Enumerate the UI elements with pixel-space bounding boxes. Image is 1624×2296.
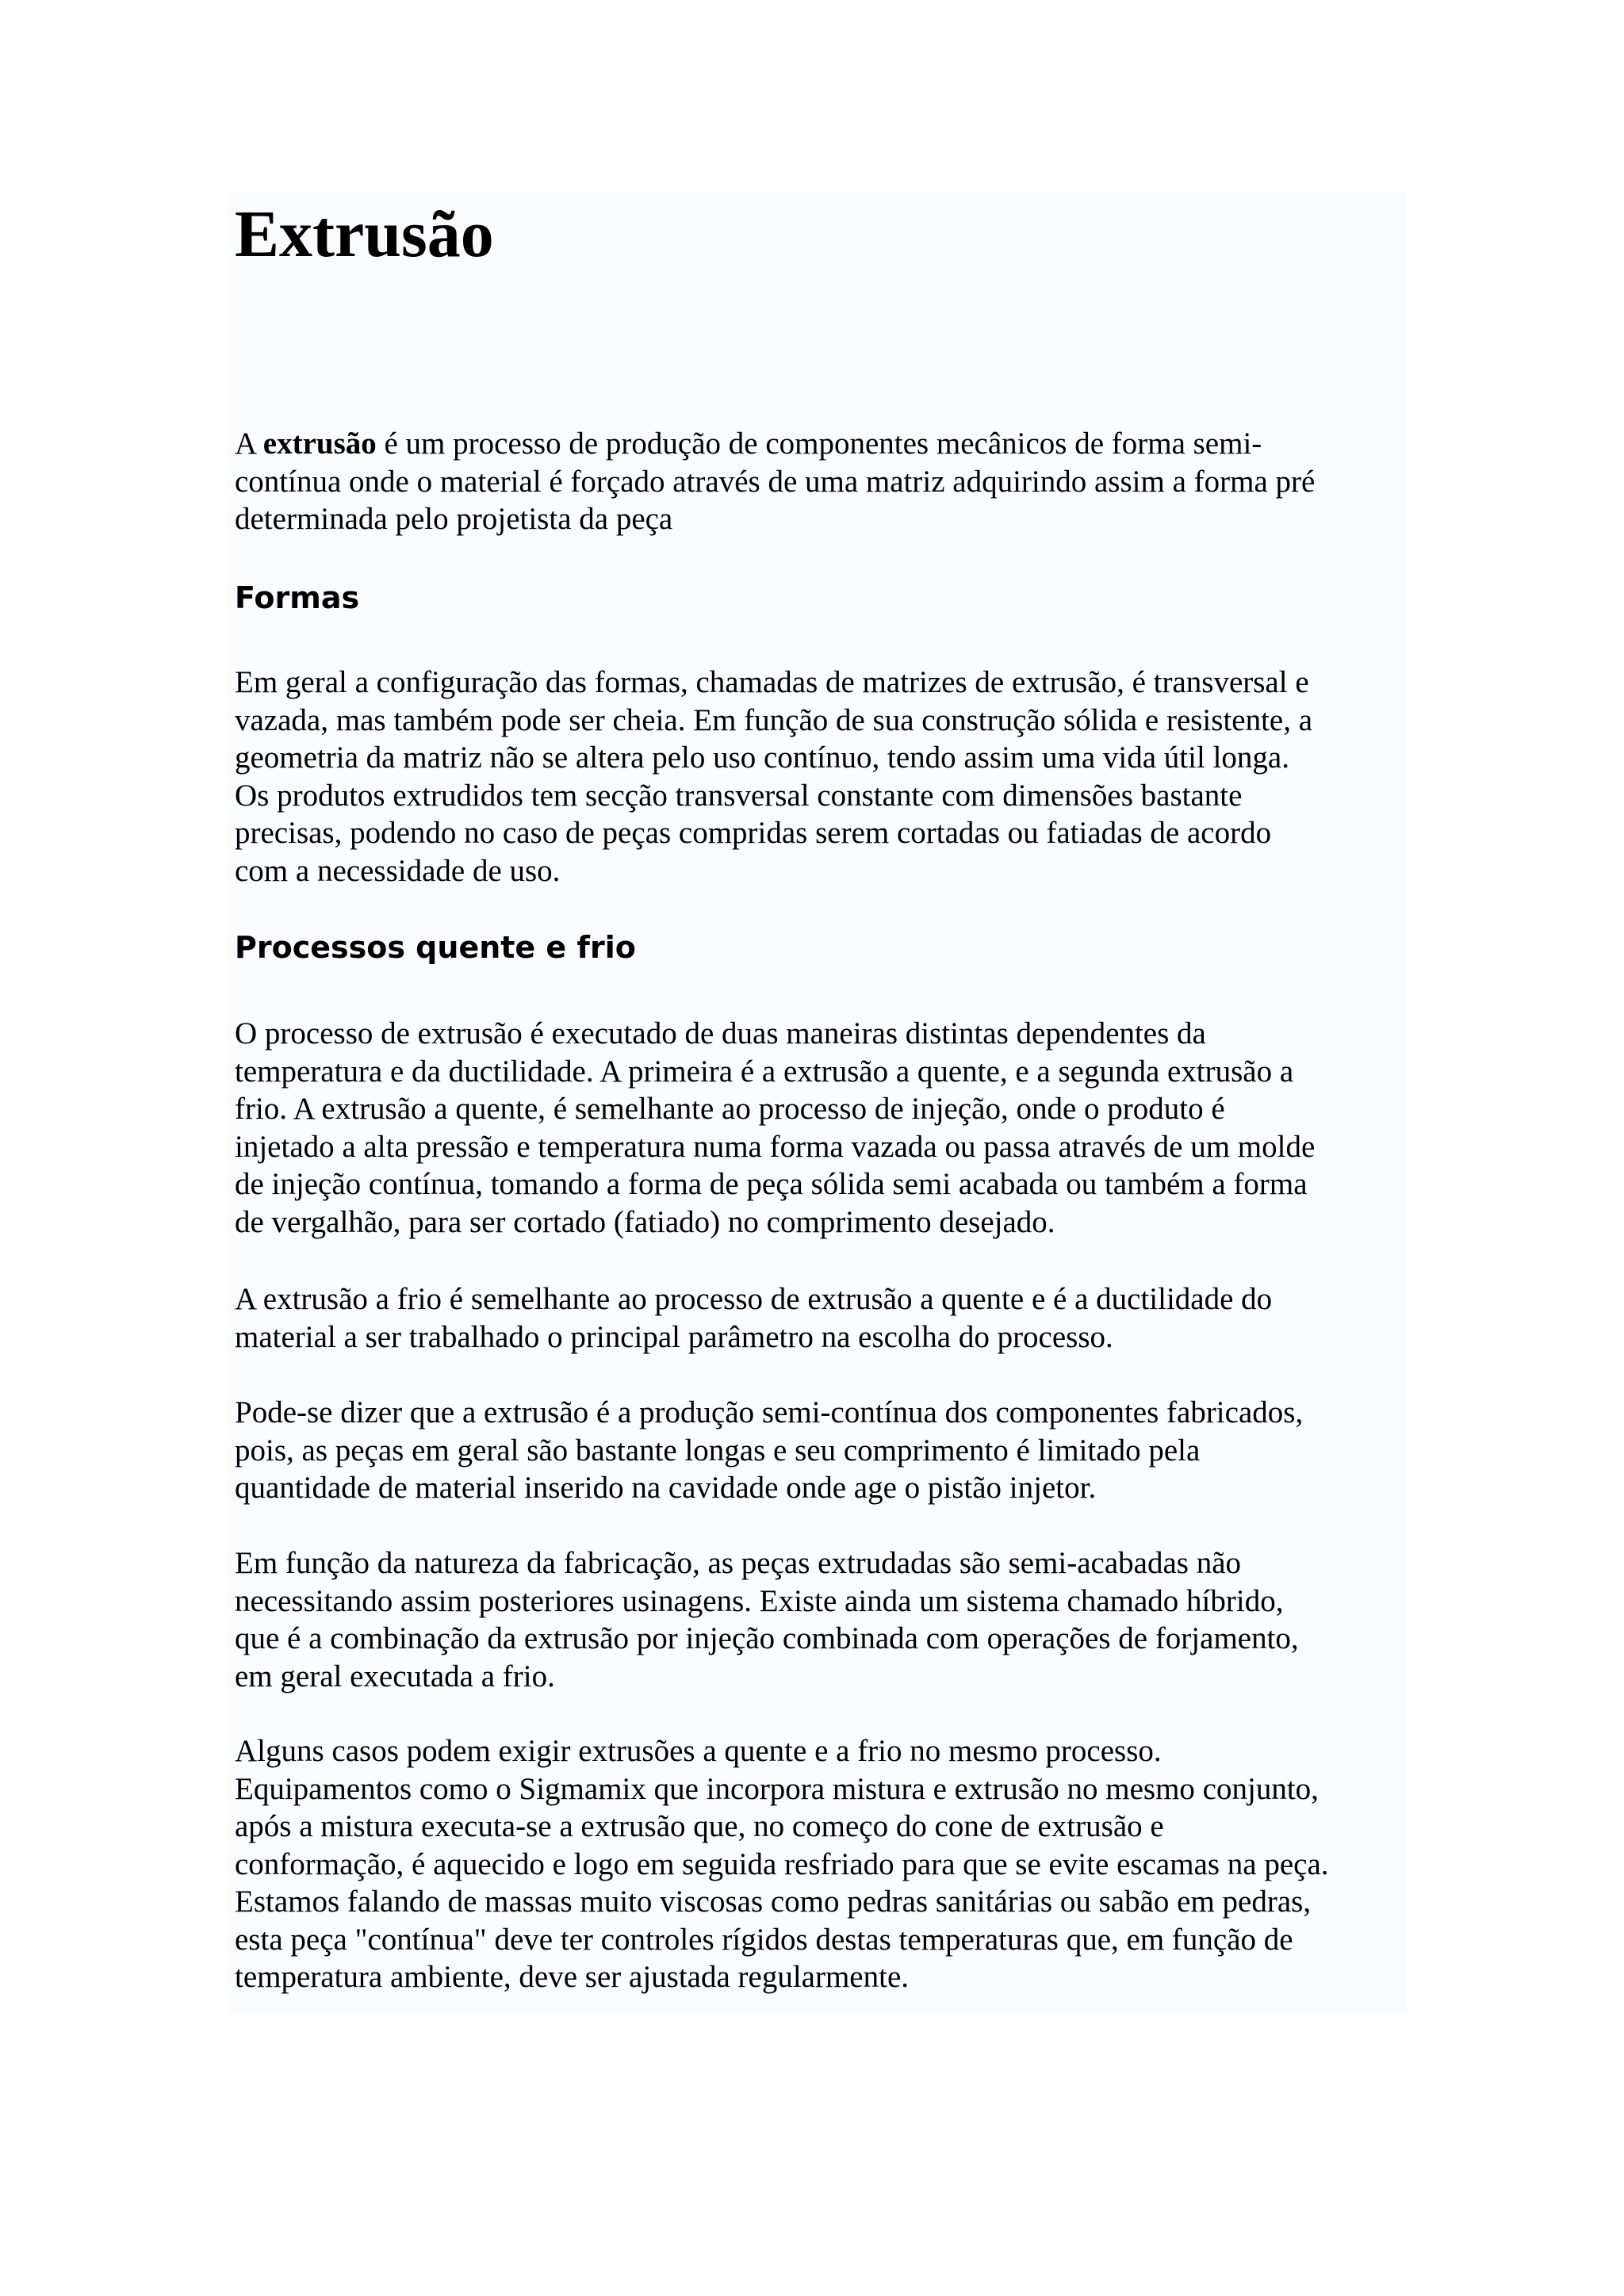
page-title: Extrusão bbox=[235, 197, 494, 271]
section-heading-processos: Processos quente e frio bbox=[235, 930, 636, 965]
paragraph-line: que é a combinação da extrusão por injeção combinada com operações de forjamento, bbox=[235, 1621, 1299, 1655]
paragraph-line: necessitando assim posteriores usinagens. Existe ainda um sistema chamado híbrido, bbox=[235, 1583, 1284, 1618]
formas-paragraph bbox=[235, 664, 1408, 890]
paragraph-line: Estamos falando de massas muito viscosas como pedras sanitárias ou sabão em pedras, bbox=[235, 1885, 1312, 1919]
paragraph-line: de vergalhão, para ser cortado (fatiado) no comprimento desejado. bbox=[235, 1204, 1055, 1239]
processos-paragraph-2 bbox=[235, 1280, 1408, 1356]
intro-bold-term: extrusão bbox=[262, 427, 377, 461]
processos-paragraph-4 bbox=[235, 1544, 1408, 1695]
paragraph-line: temperatura ambiente, deve ser ajustada regularmente. bbox=[235, 1960, 910, 1994]
paragraph-line: A extrusão a frio é semelhante ao processo de extrusão a quente e é a ductilidade do bbox=[235, 1282, 1273, 1316]
paragraph-line: conformação, é aquecido e logo em seguida resfriado para que se evite escamas na peça. bbox=[235, 1846, 1329, 1881]
paragraph-line: Equipamentos como o Sigmamix que incorpora mistura e extrusão no mesmo conjunto, bbox=[235, 1771, 1319, 1806]
paragraph-line: Em função da natureza da fabricação, as peças extrudadas são semi-acabadas não bbox=[235, 1546, 1242, 1580]
paragraph-line: em geral executada a frio. bbox=[235, 1659, 555, 1693]
paragraph-line: injetado a alta pressão e temperatura numa forma vazada ou passa através de um molde bbox=[235, 1129, 1316, 1164]
paragraph-line: com a necessidade de uso. bbox=[235, 853, 561, 888]
paragraph-line: Alguns casos podem exigir extrusões a quente e a frio no mesmo processo. bbox=[235, 1734, 1162, 1768]
section-heading-formas: Formas bbox=[235, 580, 360, 615]
paragraph-line: geometria da matriz não se altera pelo uso contínuo, tendo assim uma vida útil longa. bbox=[235, 740, 1289, 775]
intro-paragraph bbox=[235, 425, 1408, 538]
paragraph-line: precisas, podendo no caso de peças compridas serem cortadas ou fatiadas de acordo bbox=[235, 816, 1272, 850]
processos-paragraph-1 bbox=[235, 1015, 1408, 1241]
paragraph-line: vazada, mas também pode ser cheia. Em função de sua construção sólida e resistente, a bbox=[235, 702, 1313, 737]
intro-line-3: determinada pelo projetista da peça bbox=[235, 502, 673, 536]
paragraph-line: Em geral a configuração das formas, chamadas de matrizes de extrusão, é transversal e bbox=[235, 665, 1309, 699]
intro-line-1-rest: é um processo de produção de componentes mecânicos de forma semi- bbox=[376, 427, 1262, 461]
processos-paragraph-5 bbox=[235, 1732, 1408, 1996]
paragraph-line: após a mistura executa-se a extrusão que, no começo do cone de extrusão e bbox=[235, 1809, 1164, 1843]
paragraph-line: temperatura e da ductilidade. A primeira é a extrusão a quente, e a segunda extrusão a bbox=[235, 1054, 1294, 1089]
paragraph-line: quantidade de material inserido na cavidade onde age o pistão injetor. bbox=[235, 1471, 1097, 1505]
intro-line-2: contínua onde o material é forçado através de uma matriz adquirindo assim a forma pré bbox=[235, 464, 1316, 499]
intro-prefix: A bbox=[235, 427, 263, 461]
paragraph-line: esta peça "contínua" deve ter controles rígidos destas temperaturas que, em função de bbox=[235, 1922, 1293, 1957]
paragraph-line: frio. A extrusão a quente, é semelhante ao processo de injeção, onde o produto é bbox=[235, 1092, 1225, 1126]
paragraph-line: pois, as peças em geral são bastante longas e seu comprimento é limitado pela bbox=[235, 1433, 1201, 1468]
paragraph-line: Os produtos extrudidos tem secção transversal constante com dimensões bastante bbox=[235, 778, 1243, 813]
paragraph-line: material a ser trabalhado o principal parâmetro na escolha do processo. bbox=[235, 1319, 1113, 1354]
paragraph-line: O processo de extrusão é executado de duas maneiras distintas dependentes da bbox=[235, 1016, 1206, 1050]
paragraph-line: de injeção contínua, tomando a forma de peça sólida semi acabada ou também a forma bbox=[235, 1167, 1308, 1201]
processos-paragraph-3 bbox=[235, 1394, 1408, 1507]
intro-line-1 bbox=[235, 425, 1408, 463]
paragraph-line: Pode-se dizer que a extrusão é a produção semi-contínua dos componentes fabricados, bbox=[235, 1395, 1304, 1429]
